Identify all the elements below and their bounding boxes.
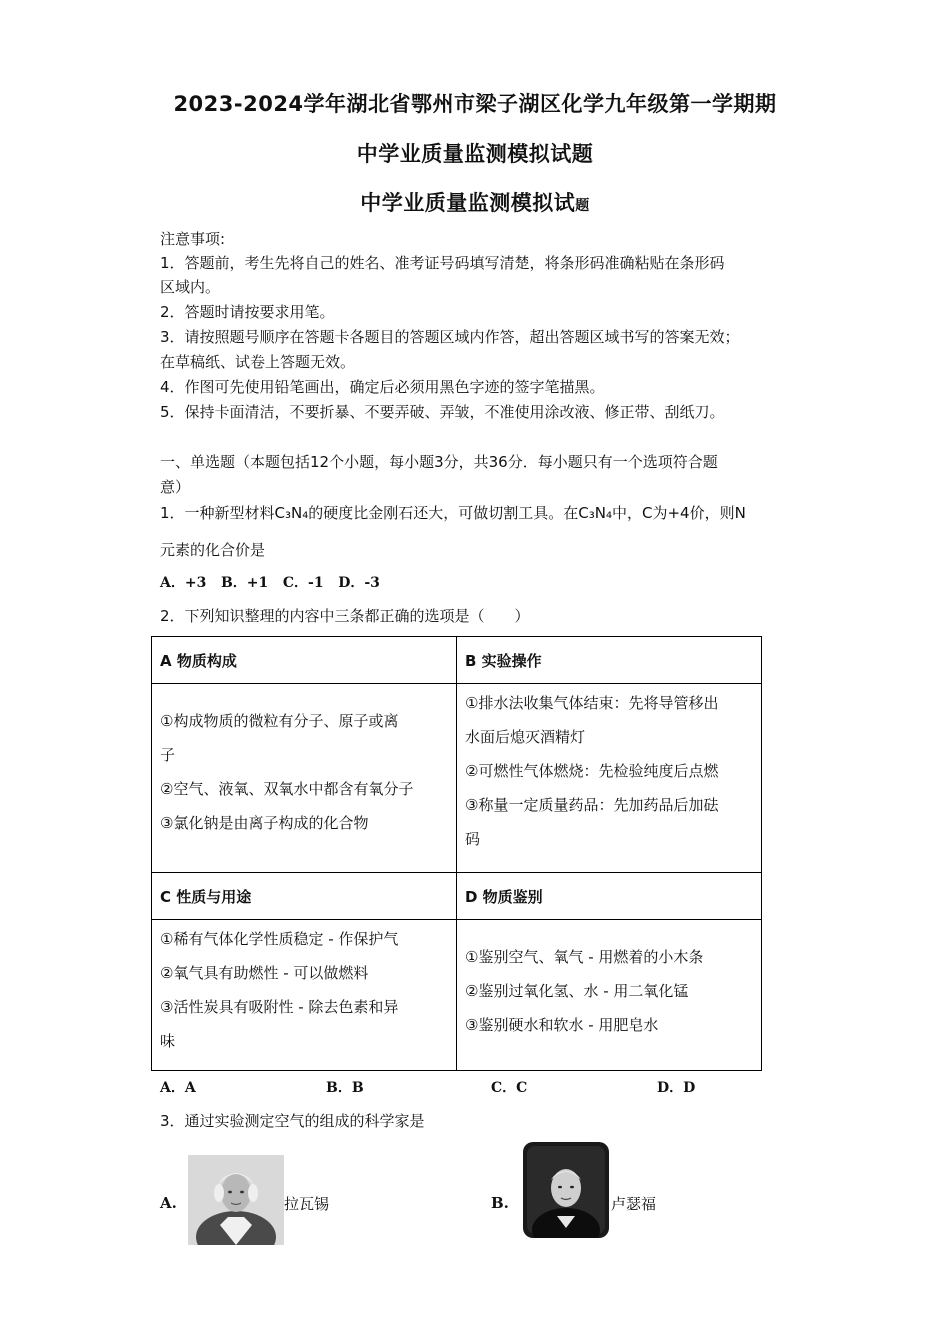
exam-title-line-1: 2023-2024学年湖北省鄂州市梁子湖区化学九年级第一学期期	[173, 92, 777, 116]
table-cell-b-body	[457, 684, 762, 873]
table-d-line-2: ②鉴别过氧化氢、水 - 用二氧化锰	[465, 982, 689, 1000]
table-d-line-3: ③鉴别硬水和软水 - 用肥皂水	[465, 1016, 659, 1034]
q2-choice-d: D．D	[657, 1080, 696, 1096]
q3-stem: 3．通过实验测定空气的组成的科学家是	[160, 1112, 425, 1130]
table-cell-d-body	[457, 920, 762, 1071]
q1-stem-a: 1．一种新型材料C₃N₄的硬度比金刚石还大，可做切割工具。在C₃N₄中，C为+4价，则N	[160, 504, 746, 522]
q2-choice-a: A．A	[160, 1080, 196, 1096]
q2-choice-b: B．B	[326, 1080, 364, 1096]
notice-heading: 注意事项:	[160, 230, 226, 248]
table-b-line-1: ①排水法收集气体结束：先将导管移出	[465, 694, 719, 712]
table-c-line-1: ①稀有气体化学性质稳定 - 作保护气	[160, 930, 399, 948]
table-b-line-4: ③称量一定质量药品：先加药品后加砝	[465, 796, 719, 814]
table-cell-b-head: B 实验操作	[457, 637, 762, 684]
q3-option-a-name: 拉瓦锡	[284, 1195, 330, 1213]
q3-option-b-label: B.	[491, 1194, 509, 1212]
table-c-line-3: ③活性炭具有吸附性 - 除去色素和异	[160, 998, 399, 1016]
table-a-line-2: 子	[160, 746, 176, 764]
q2-stem: 2．下列知识整理的内容中三条都正确的选项是（ ）	[160, 607, 530, 625]
section-1-heading-a: 一、单选题（本题包括12个小题，每小题3分，共36分．每小题只有一个选项符合题	[160, 453, 718, 471]
exam-title-line-3-main: 中学业质量监测模拟试	[360, 191, 576, 215]
table-cell-a-head: A 物质构成	[152, 637, 457, 684]
q3-option-b-name: 卢瑟福	[611, 1195, 657, 1213]
rutherford-portrait-image	[523, 1142, 609, 1238]
notice-item-2: 2．答题时请按要求用笔。	[160, 303, 335, 321]
table-b-line-3: ②可燃性气体燃烧：先检验纯度后点燃	[465, 762, 719, 780]
exam-title-line-3-tail: 题	[575, 198, 590, 214]
table-a-line-1: ①构成物质的微粒有分子、原子或离	[160, 712, 399, 730]
exam-title-line-2: 中学业质量监测模拟试题	[356, 142, 594, 166]
section-1-heading-b: 意）	[160, 478, 191, 496]
q3-option-a-label: A.	[160, 1194, 177, 1212]
notice-item-1b: 区域内。	[160, 278, 221, 296]
table-a-line-3: ②空气、液氧、双氧水中都含有氧分子	[160, 780, 414, 798]
lavoisier-portrait-image	[188, 1155, 284, 1245]
q2-choice-c: C．C	[491, 1080, 528, 1096]
q1-options: A．+3 B．+1 C．-1 D．-3	[160, 575, 380, 591]
notice-item-3b: 在草稿纸、试卷上答题无效。	[160, 353, 356, 371]
notice-item-3a: 3．请按照题号顺序在答题卡各题目的答题区域内作答，超出答题区域书写的答案无效；	[160, 328, 740, 346]
table-b-line-5: 码	[465, 830, 481, 848]
q1-stem-b: 元素的化合价是	[160, 541, 266, 559]
table-cell-a-body	[152, 684, 457, 873]
notice-item-4: 4．作图可先使用铅笔画出，确定后必须用黑色字迹的签字笔描黑。	[160, 378, 605, 396]
table-c-line-2: ②氧气具有助燃性 - 可以做燃料	[160, 964, 369, 982]
table-cell-d-head: D 物质鉴别	[457, 873, 762, 920]
table-c-line-4: 味	[160, 1032, 176, 1050]
knowledge-table	[151, 636, 762, 1071]
notice-item-1a: 1．答题前，考生先将自己的姓名、准考证号码填写清楚，将条形码准确粘贴在条形码	[160, 254, 725, 272]
table-cell-c-body	[152, 920, 457, 1071]
table-d-line-1: ①鉴别空气、氧气 - 用燃着的小木条	[465, 948, 704, 966]
exam-title-line-3	[0, 187, 950, 217]
notice-item-5: 5．保持卡面清洁，不要折暴、不要弄破、弄皱，不准使用涂改液、修正带、刮纸刀。	[160, 403, 725, 421]
table-cell-c-head: C 性质与用途	[152, 873, 457, 920]
table-a-line-4: ③氯化钠是由离子构成的化合物	[160, 814, 369, 832]
table-b-line-2: 水面后熄灭酒精灯	[465, 728, 586, 746]
